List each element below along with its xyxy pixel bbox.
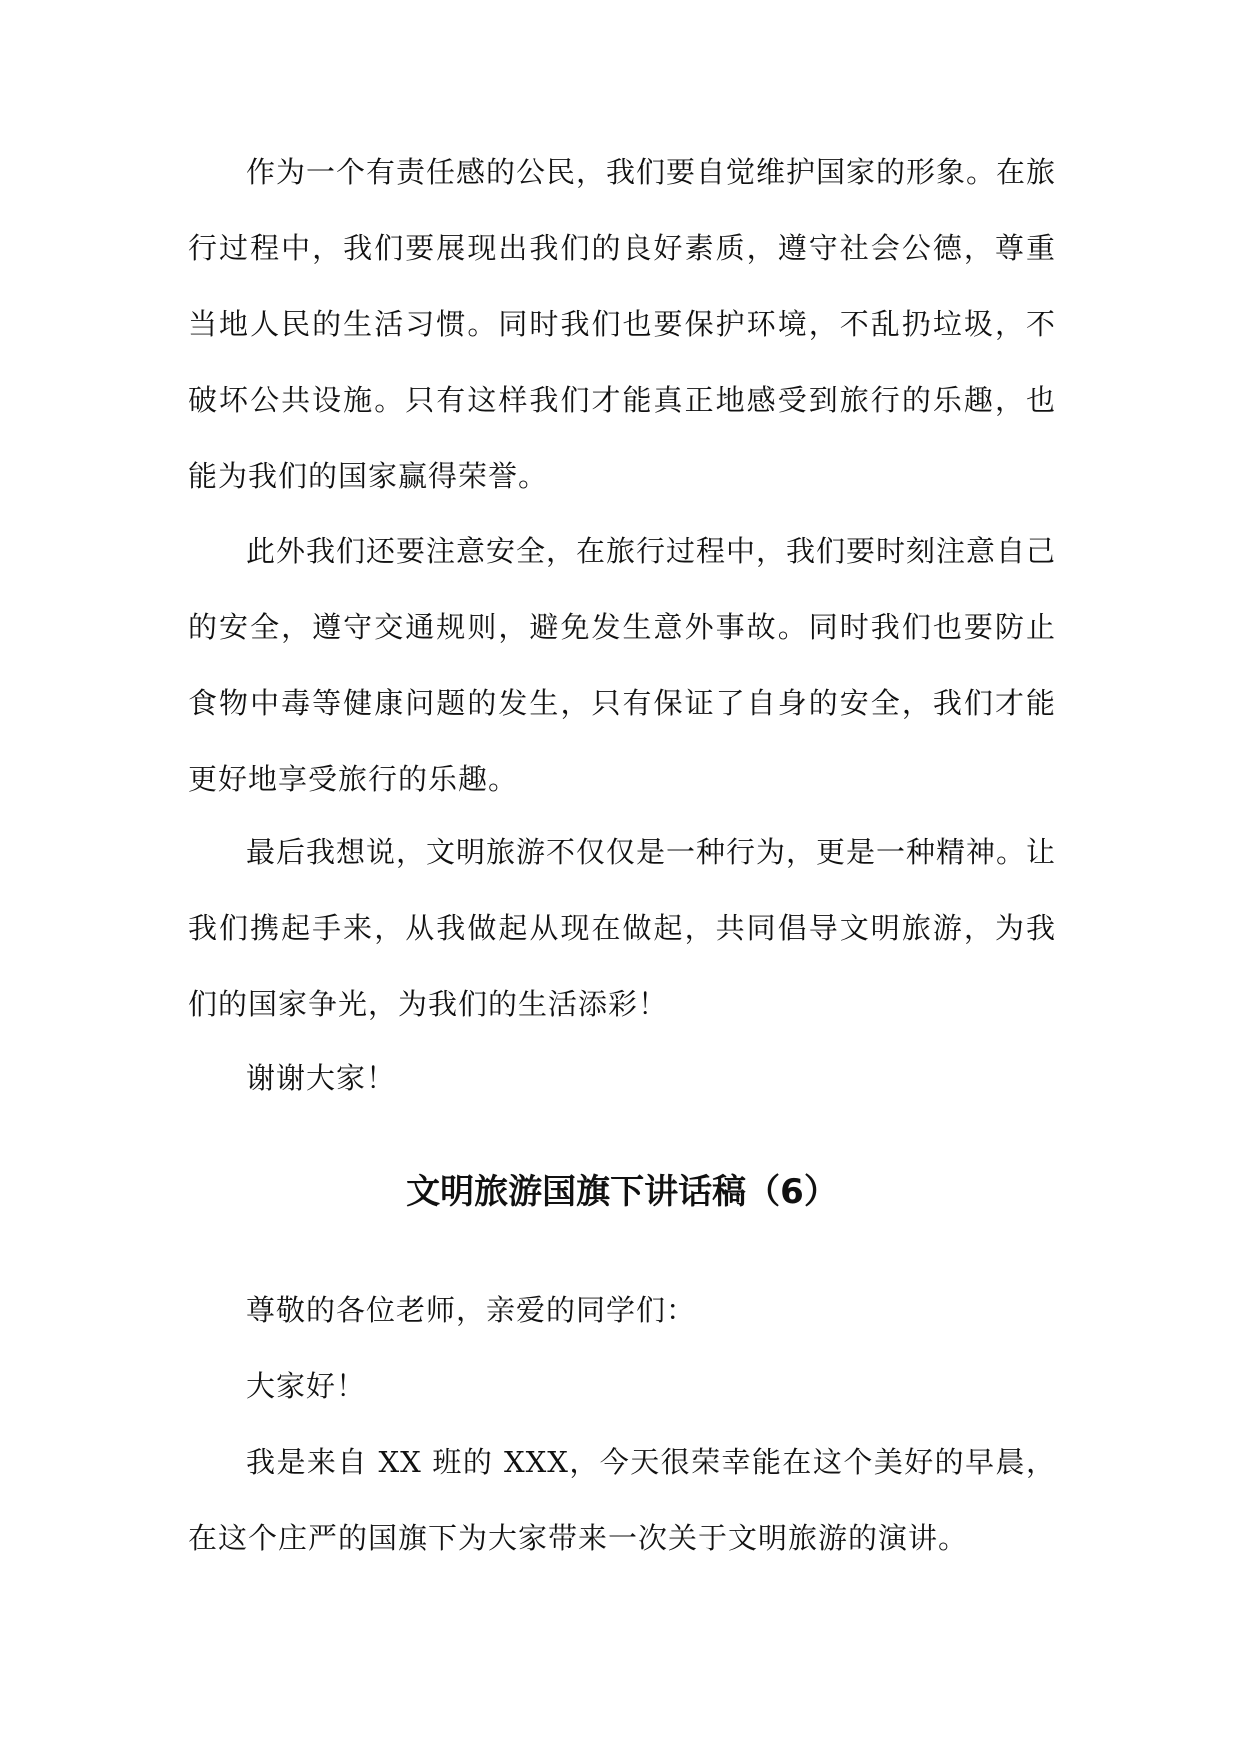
- salutation: 尊敬的各位老师，亲爱的同学们：: [246, 1293, 697, 1327]
- body-paragraph: 最后我想说，文明旅游不仅仅是一种行为，更是一种精神。让我们携起手来，从我做起从现在做起，共同倡导文明旅游，为我们的国家争光，为我们的生活添彩！: [188, 835, 1057, 1021]
- body-paragraph: 我是来自 XX 班的 XXX，今天很荣幸能在这个美好的早晨，在这个庄严的国旗下为大家带来一次关于文明旅游的演讲。: [188, 1445, 1056, 1555]
- section-title: 文明旅游国旗下讲话稿（6）: [406, 1172, 838, 1212]
- body-paragraph: 此外我们还要注意安全，在旅行过程中，我们要时刻注意自己的安全，遵守交通规则，避免发生意外事故。同时我们也要防止食物中毒等健康问题的发生，只有保证了自身的安全，我们才能更好地享受旅行的乐趣。: [188, 534, 1057, 796]
- closing-line: 谢谢大家！: [246, 1061, 397, 1095]
- greeting: 大家好！: [246, 1369, 367, 1403]
- body-paragraph: 作为一个有责任感的公民，我们要自觉维护国家的形象。在旅行过程中，我们要展现出我们的良好素质，遵守社会公德，尊重当地人民的生活习惯。同时我们也要保护环境，不乱扔垃圾，不破坏公共设施。只有这样我们才能真正地感受到旅行的乐趣，也能为我们的国家赢得荣誉。: [188, 155, 1057, 493]
